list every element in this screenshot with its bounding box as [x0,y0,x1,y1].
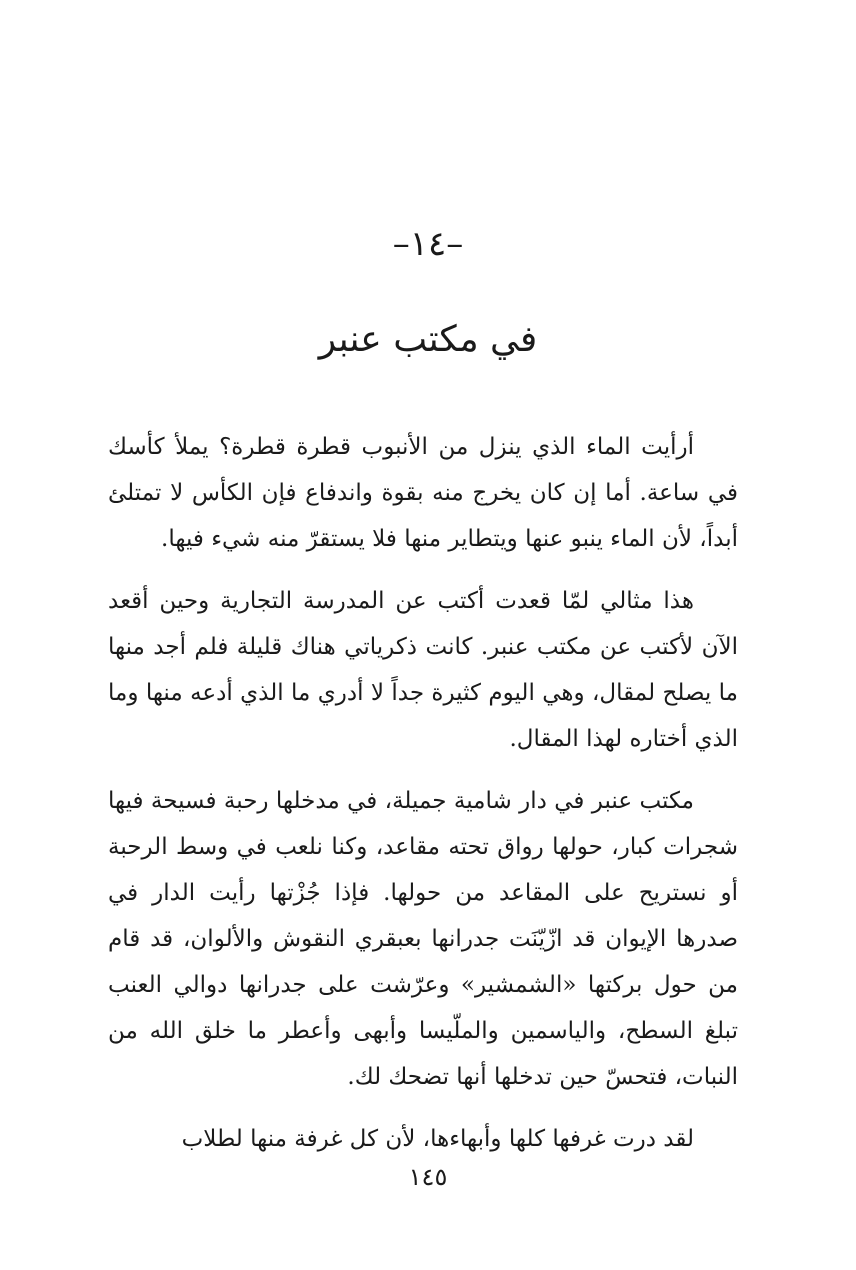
paragraph-4: لقد درت غرفها كلها وأبهاءها، لأن كل غرفة منها لطلاب [181,1126,694,1152]
chapter-number: –١٤– [392,224,464,264]
paragraph-1: أرأيت الماء الذي ينزل من الأنبوب قطرة قطرة؟ يملأ كأسك في ساعة. أما إن كان يخرج منه بقوة واندفاع فإن الكأس لا تمتلئ أبداً، لأن الماء ينبو عنها ويتطاير منها فلا يستقرّ منه شيء فيها. [108,434,738,552]
paragraph-2: هذا مثالي لمّا قعدت أكتب عن المدرسة التجارية وحين أقعد الآن لأكتب عن مكتب عنبر. كانت ذكرياتي هناك قليلة فلم أجد منها ما يصلح لمقال، وهي اليوم كثيرة جداً لا أدري ما الذي أدعه منها وما الذي أختاره لهذا المقال. [108,588,738,752]
body-text [108,424,738,1174]
page-number: ١٤٥ [408,1163,448,1191]
paragraph-3: مكتب عنبر في دار شامية جميلة، في مدخلها رحبة فسيحة فيها شجرات كبار، حولها رواق تحته مقاعد، وكنا نلعب في وسط الرحبة أو نستريح على المقاعد من حولها. فإذا جُزْتها رأيت الدار في صدرها الإيوان قد ازّيّنَت جدرانها بعبقري النقوش والألوان، قد قام من حول بركتها «الشمشير» وعرّشت على جدرانها دوالي العنب تبلغ السطح، والياسمين والملّيسا وأبهى وأعطر ما خلق الله من النبات، فتحسّ حين تدخلها أنها تضحك لك. [108,788,738,1090]
chapter-title: في مكتب عنبر [318,319,538,360]
